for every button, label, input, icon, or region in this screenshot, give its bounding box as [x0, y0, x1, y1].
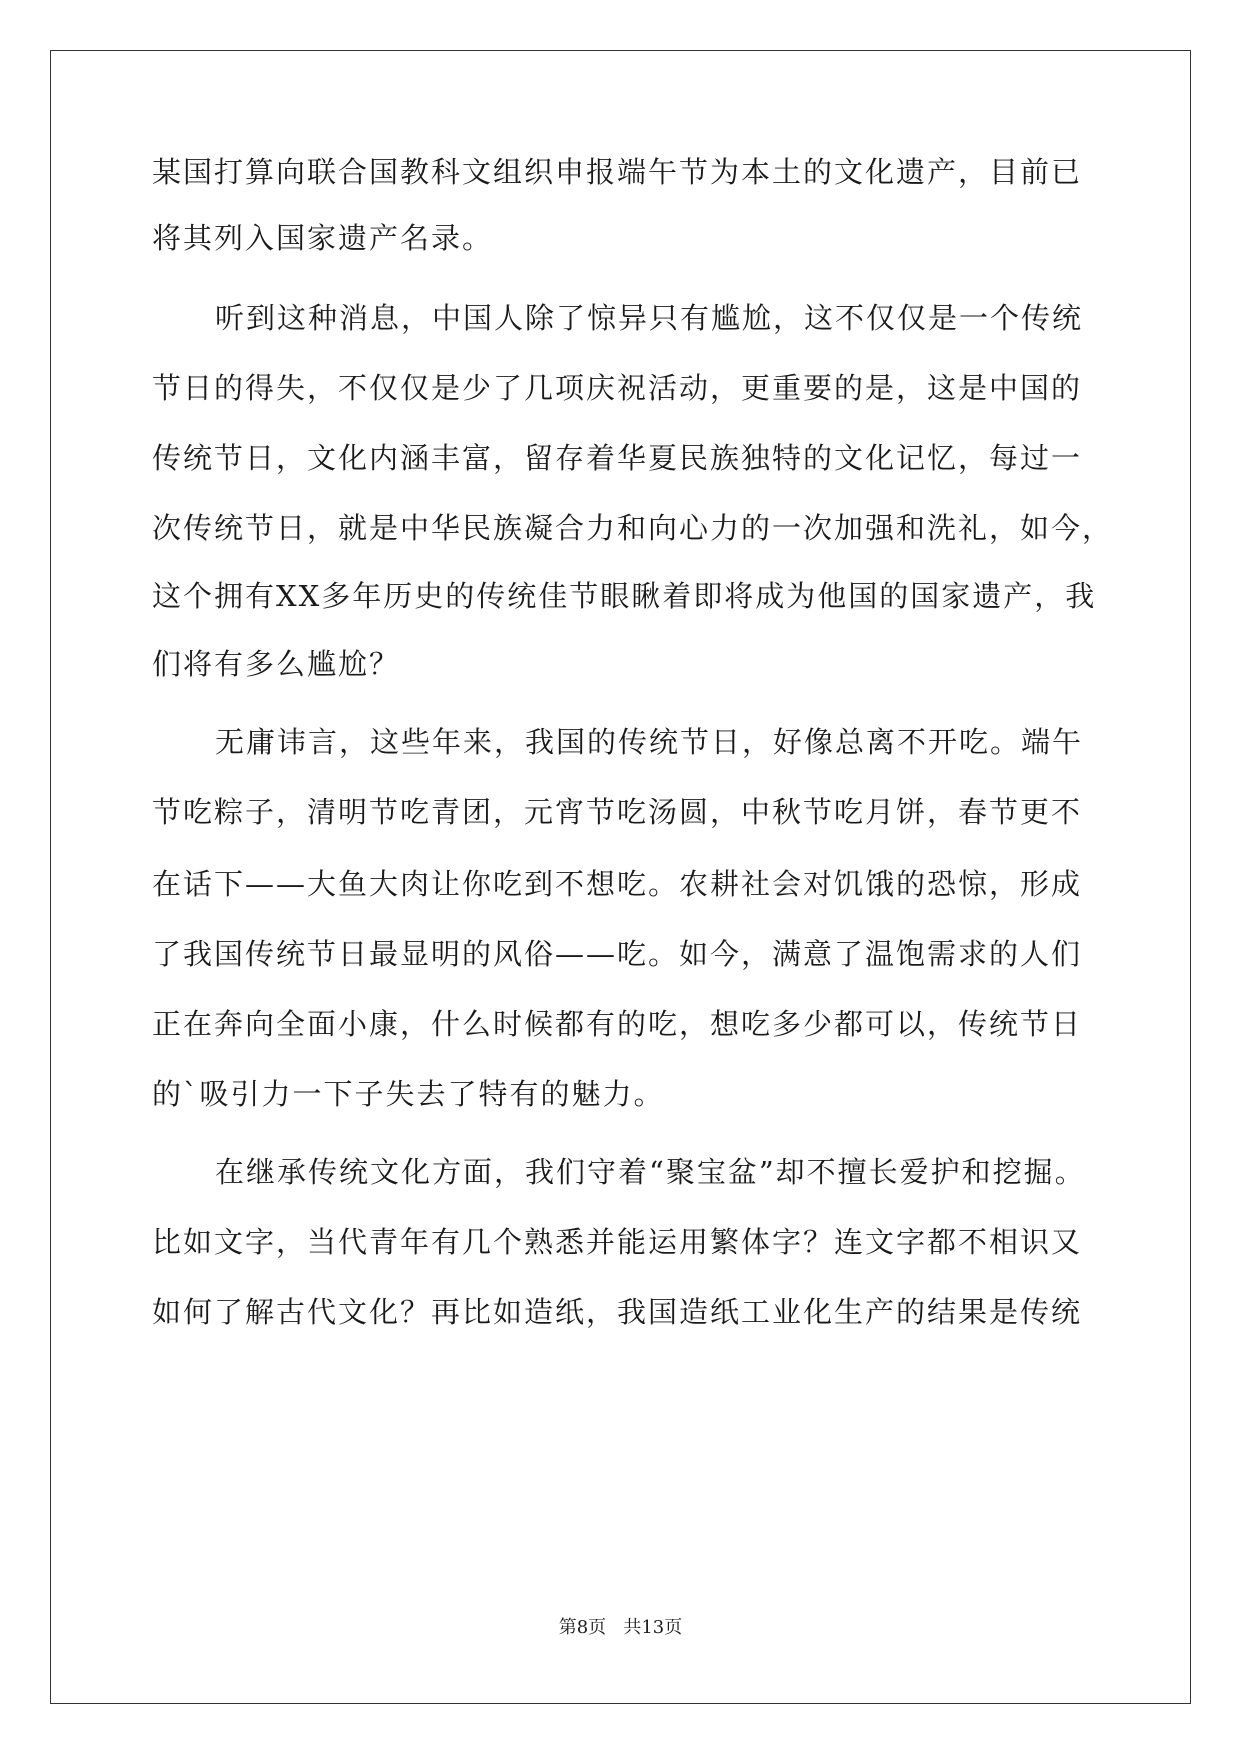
text-line: 节吃粽子，清明节吃青团，元宵节吃汤圆，中秋节吃月饼，春节更不 — [152, 795, 1083, 829]
page-number-footer: 第8页 共13页 — [558, 1617, 683, 1638]
text-line: 们将有多么尴尬？ — [152, 647, 401, 681]
text-line: 了我国传统节日最显明的风俗——吃。如今，满意了温饱需求的人们 — [152, 937, 1083, 971]
text-line: 次传统节日，就是中华民族凝合力和向心力的一次加强和洗礼，如今， — [152, 511, 1114, 545]
text-line: 在话下——大鱼大肉让你吃到不想吃。农耕社会对饥饿的恐惊，形成 — [152, 867, 1083, 901]
text-line: 听到这种消息，中国人除了惊异只有尴尬，这不仅仅是一个传统 — [215, 301, 1084, 335]
text-line: 在继承传统文化方面，我们守着“聚宝盆”却不擅长爱护和挖掘。 — [215, 1155, 1086, 1189]
text-line: 如何了解古代文化？再比如造纸，我国造纸工业化生产的结果是传统 — [152, 1295, 1083, 1329]
text-line: 的`吸引力一下子失去了特有的魅力。 — [152, 1077, 665, 1111]
text-line: 这个拥有XX多年历史的传统佳节眼瞅着即将成为他国的国家遗产，我 — [152, 579, 1097, 613]
text-line: 正在奔向全面小康，什么时候都有的吃，想吃多少都可以，传统节日 — [152, 1007, 1083, 1041]
text-line: 将其列入国家遗产名录。 — [152, 221, 494, 255]
text-line: 某国打算向联合国教科文组织申报端午节为本土的文化遗产，目前已 — [152, 155, 1083, 189]
text-line: 无庸讳言，这些年来，我国的传统节日，好像总离不开吃。端午 — [215, 725, 1084, 759]
text-line: 比如文字，当代青年有几个熟悉并能运用繁体字？连文字都不相识又 — [152, 1225, 1083, 1259]
text-line: 传统节日，文化内涵丰富，留存着华夏民族独特的文化记忆，每过一 — [152, 441, 1083, 475]
text-line: 节日的得失，不仅仅是少了几项庆祝活动，更重要的是，这是中国的 — [152, 371, 1083, 405]
